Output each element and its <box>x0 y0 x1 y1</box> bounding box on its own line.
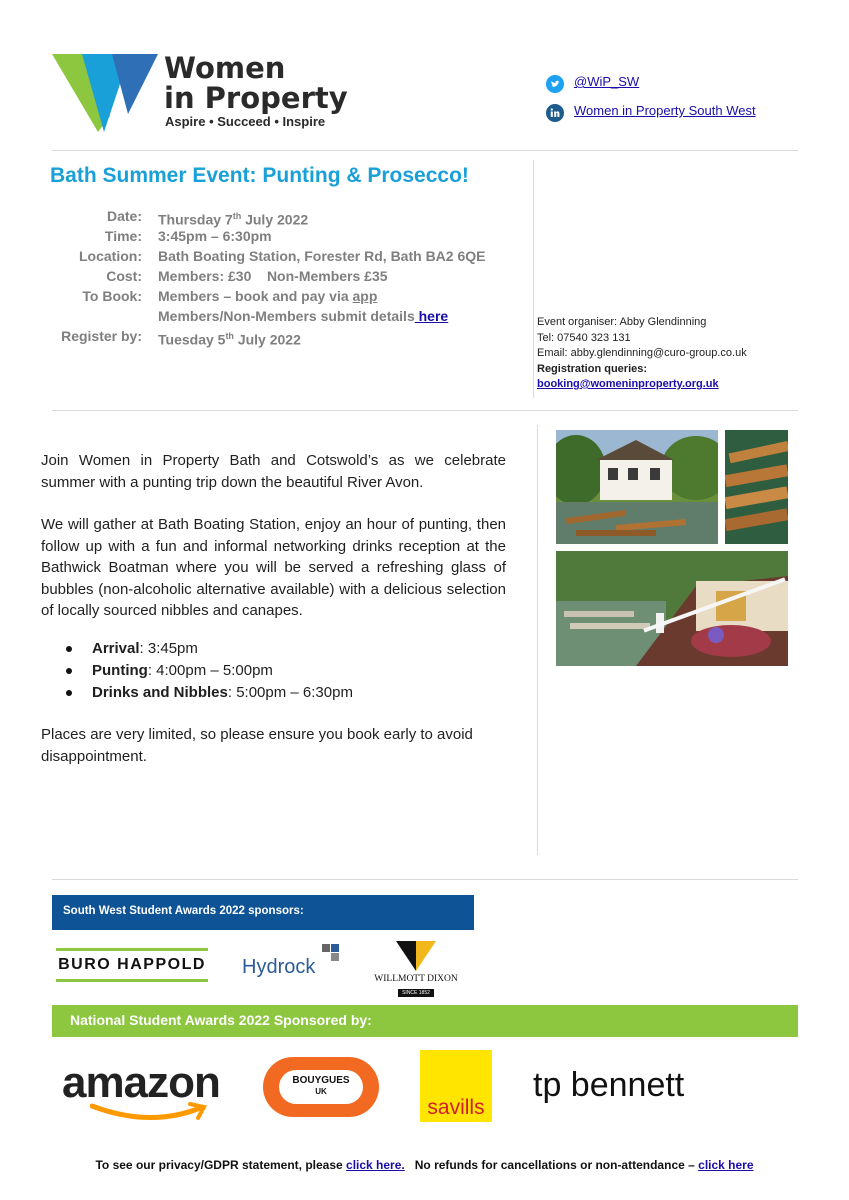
wip-logo-mark <box>52 54 162 132</box>
buro-happold-text: BURO HAPPOLD <box>58 956 206 973</box>
national-sponsors-heading: National Student Awards 2022 Sponsored by: <box>70 1012 372 1028</box>
detail-to-book <box>54 286 378 306</box>
savills-logo <box>420 1050 492 1122</box>
amazon-text: amazon <box>62 1058 220 1107</box>
detail-value: Bath Boating Station, Forester Rd, Bath BA2 6QE <box>158 248 486 264</box>
amazon-smile-icon <box>90 1102 210 1124</box>
detail-label: Location: <box>79 248 142 264</box>
header-divider <box>52 150 798 151</box>
organiser-tel: Tel: 07540 323 131 <box>537 331 631 344</box>
bouygues-text: BOUYGUES <box>292 1075 350 1086</box>
organiser-block <box>537 315 747 393</box>
twitter-handle[interactable]: @WiP_SW <box>574 74 640 89</box>
punts-photo <box>725 430 788 544</box>
riverside-drinks-photo <box>556 551 788 666</box>
footer-refunds-text: No refunds for cancellations or non-attendance – <box>404 1158 699 1172</box>
detail-time <box>54 226 272 246</box>
savills-text: savills <box>427 1096 485 1119</box>
detail-submit <box>54 306 449 326</box>
schedule-time: : 4:00pm – 5:00pm <box>147 662 273 679</box>
hydrock-text: Hydrock <box>242 956 316 978</box>
detail-date <box>54 206 309 228</box>
body-column-divider <box>537 425 538 855</box>
event-divider <box>52 410 798 411</box>
schedule-name: Arrival <box>92 640 140 657</box>
schedule-name: Drinks and Nibbles <box>92 684 228 701</box>
bullet-dot <box>66 646 72 652</box>
brand-line1: Women <box>164 51 286 85</box>
buro-happold-logo <box>56 948 208 982</box>
refunds-link[interactable]: click here <box>698 1158 754 1172</box>
registration-queries-label: Registration queries: <box>537 362 648 375</box>
bouygues-sub-text: UK <box>315 1087 327 1096</box>
regional-sponsors-heading: South West Student Awards 2022 sponsors: <box>63 905 304 917</box>
detail-label: Time: <box>104 228 142 244</box>
boathouse-photo <box>556 430 718 544</box>
twitter-icon <box>546 75 564 93</box>
here-link[interactable]: here <box>414 308 449 324</box>
event-title: Bath Summer Event: Punting & Prosecco! <box>50 164 469 187</box>
organiser-name: Event organiser: Abby Glendinning <box>537 316 707 328</box>
event-column-divider <box>533 160 534 398</box>
detail-value: Members: £30 Non-Members £35 <box>158 268 388 284</box>
privacy-link[interactable]: click here. <box>346 1158 405 1172</box>
willmott-dixon-logo <box>368 941 464 999</box>
schedule-time: : 3:45pm <box>139 640 198 657</box>
brand-tagline: Aspire • Succeed • Inspire <box>165 114 326 129</box>
footer-privacy-text: To see our privacy/GDPR statement, please <box>95 1158 347 1172</box>
app-link[interactable]: app <box>352 288 378 304</box>
linkedin-icon <box>546 104 564 122</box>
detail-label: To Book: <box>82 288 142 304</box>
willmott-dixon-text: WILLMOTT DIXON <box>374 974 458 984</box>
intro-paragraph: Join Women in Property Bath and Cotswold’s as we celebrate summer with a punting trip down the beautiful River Avon. <box>41 452 506 491</box>
book-members-text: Members – book and pay via <box>158 288 353 304</box>
submit-details-text: Members/Non-Members submit details <box>158 308 415 324</box>
bullet-dot <box>66 668 72 674</box>
willmott-dixon-mark-icon <box>396 941 436 971</box>
bullet-dot <box>66 690 72 696</box>
registration-email-link[interactable]: booking@womeninproperty.org.uk <box>537 378 719 390</box>
sponsors-divider <box>52 879 798 880</box>
brand-line2: in Property <box>164 81 348 115</box>
detail-register-by <box>54 326 301 348</box>
details-paragraph: We will gather at Bath Boating Station, enjoy an hour of punting, then follow up with a fun and informal networking drinks reception at the Bathwick Boatman where you will be served a refreshing glass of bubbles (non-alcoholic alternative available) with a delicious selection of locally sourced nibbles and canapes. <box>41 516 506 619</box>
national-sponsors-banner <box>52 1005 798 1037</box>
closing-paragraph: Places are very limited, so please ensure you book early to avoid disappointment. <box>41 726 473 765</box>
footer-line <box>0 1158 849 1172</box>
detail-label: Cost: <box>106 268 142 284</box>
schedule-item-punting <box>92 660 273 682</box>
detail-value <box>158 286 377 306</box>
schedule-time: : 5:00pm – 6:30pm <box>227 684 353 701</box>
detail-value: 3:45pm – 6:30pm <box>158 228 272 244</box>
amazon-logo <box>62 1058 234 1124</box>
linkedin-name[interactable]: Women in Property South West <box>574 103 756 118</box>
bouygues-logo <box>263 1057 379 1117</box>
hydrock-logo <box>242 944 342 980</box>
regional-sponsors-banner <box>52 895 474 930</box>
detail-label: Register by: <box>61 328 142 344</box>
detail-label: Date: <box>106 208 142 224</box>
schedule-item-arrival <box>92 638 198 660</box>
wip-logo <box>52 51 352 134</box>
schedule-name: Punting <box>92 662 148 679</box>
detail-value <box>158 306 448 326</box>
hydrock-mark-icon <box>322 944 340 966</box>
organiser-email: Email: abby.glendinning@curo-group.co.uk <box>537 347 747 359</box>
tp-bennett-logo: tp bennett <box>533 1066 685 1104</box>
detail-value: Tuesday 5th July 2022 <box>158 331 301 348</box>
schedule-item-drinks <box>92 682 353 704</box>
detail-value: Thursday 7th July 2022 <box>158 211 309 228</box>
detail-location <box>54 246 486 266</box>
willmott-dixon-since: SINCE 1852 <box>398 989 434 997</box>
detail-cost <box>54 266 388 286</box>
